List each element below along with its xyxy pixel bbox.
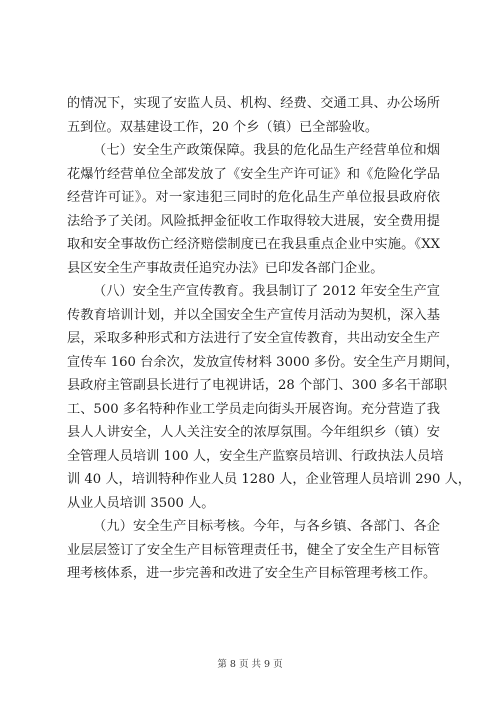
paragraph (67, 515, 440, 586)
document-body (67, 92, 471, 586)
paragraph (67, 139, 440, 280)
text-line: 取和安全事故伤亡经济赔偿制度已在我县重点企业中实施。《XX (67, 237, 440, 252)
page-number-footer: 第 8 页 共 9 页 (217, 659, 283, 670)
text-line: 法给予了关闭。风险抵押金征收工作取得较大进展，安全费用提 (67, 213, 440, 229)
text-line: 从业人员培训 3500 人。 (67, 495, 215, 511)
text-line: 传教育培训计划，并以全国安全生产宣传月活动为契机，深入基 (67, 307, 440, 323)
text-line: 的情况下，实现了安监人员、机构、经费、交通工具、办公场所 (67, 96, 440, 111)
text-line: 工、500 多名特种作业工学员走向街头开展咨询。充分营造了我 (67, 401, 440, 417)
paragraph (67, 92, 440, 139)
text-line: 县区安全生产事故责任追究办法》已印发各部门企业。 (67, 260, 384, 276)
text-line: 宣传车 160 台余次，发放宣传材料 3000 多份。安全生产月期间， (67, 354, 459, 370)
text-line: 经营许可证》。对一家违犯三同时的危化品生产单位报县政府依 (67, 190, 440, 205)
text-line: 花爆竹经营单位全部发放了《安全生产许可证》和《危险化学品 (67, 166, 440, 182)
text-line: （九）安全生产目标考核。今年，与各乡镇、各部门、各企 (93, 519, 440, 534)
text-line: 县人人讲安全，人人关注安全的浓厚氛围。今年组织乡（镇）安 (67, 425, 440, 440)
text-line: 业层层签订了安全生产目标管理责任书，健全了安全生产目标管 (67, 542, 440, 558)
text-line: 五到位。双基建设工作，20 个乡（镇）已全部验收。 (67, 119, 379, 135)
paragraph (67, 280, 471, 515)
text-line: 县政府主管副县长进行了电视讲话，28 个部门、300 多名干部职 (67, 378, 448, 393)
text-line: （七）安全生产政策保障。我县的危化品生产经营单位和烟 (93, 143, 440, 158)
text-line: 训 40 人，培训特种作业人员 1280 人，企业管理人员培训 290 人， (67, 472, 471, 487)
text-line: 层，采取多种形式和方法进行了安全宣传教育，共出动安全生产 (67, 331, 440, 346)
text-line: 全管理人员培训 100 人，安全生产监察员培训、行政执法人员培 (67, 448, 444, 464)
text-line: （八）安全生产宣传教育。我县制订了 2012 年安全生产宣 (93, 284, 440, 299)
text-line: 理考核体系，进一步完善和改进了安全生产目标管理考核工作。 (67, 566, 437, 581)
